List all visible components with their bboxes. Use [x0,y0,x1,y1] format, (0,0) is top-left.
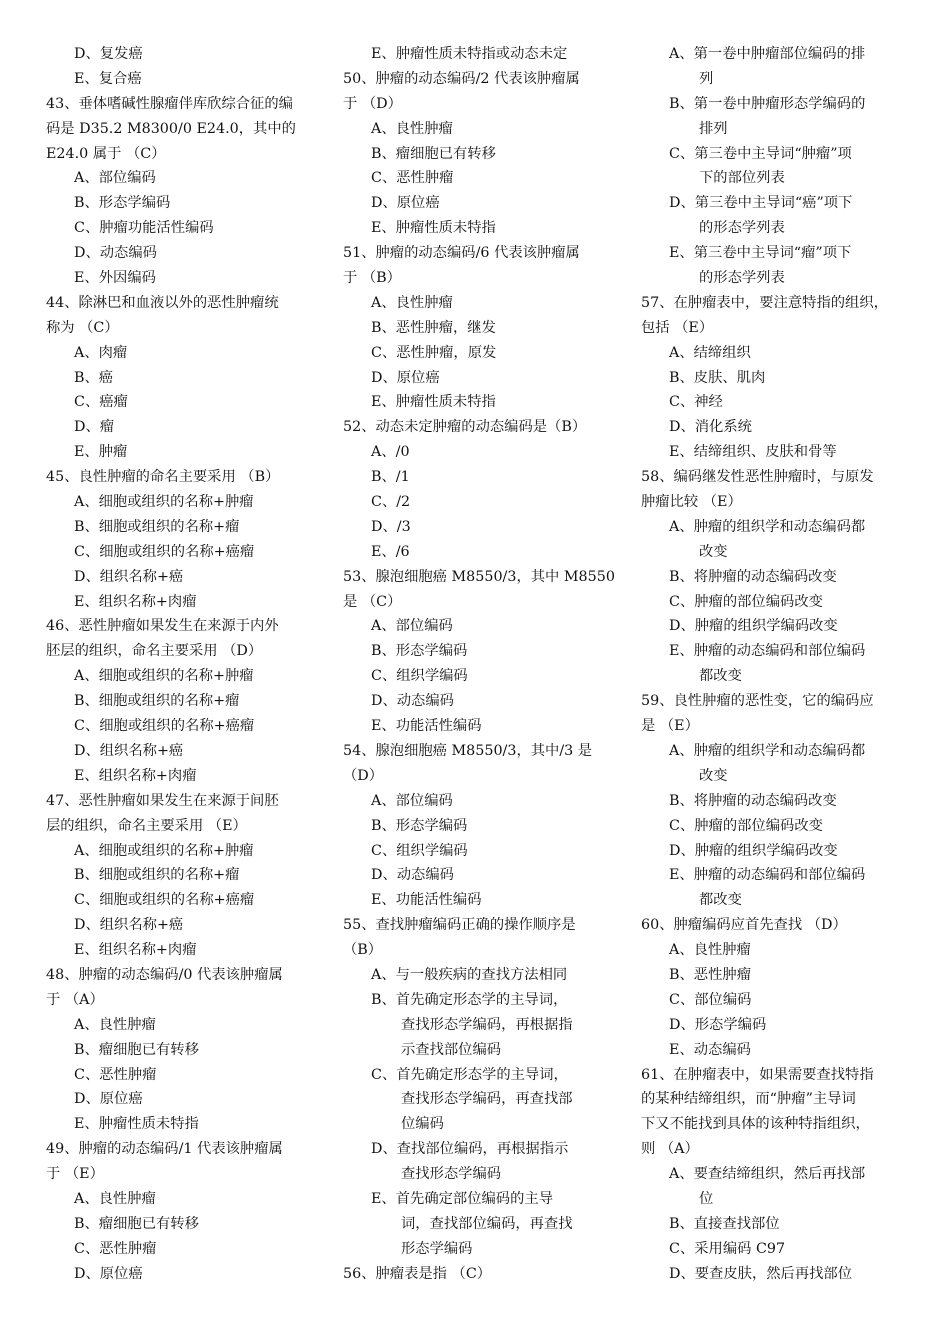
option-line: E、肿瘤 [74,444,128,461]
option-line: A、良性肿瘤 [74,1016,156,1033]
option-line: D、瘤 [74,419,115,436]
question-line: 层的组织，命名主要采用 （E） [46,817,247,834]
option-line: D、动态编码 [74,245,157,262]
option-line: B、恶性肿瘤，继发 [371,319,496,336]
option-line: A、良性肿瘤 [371,120,453,137]
question-line: 54、腺泡细胞癌 M8550/3，其中/3 是 [343,742,593,759]
option-line: B、直接查找部位 [669,1215,780,1232]
option-line: B、细胞或组织的名称+瘤 [74,867,240,884]
option-line: D、第三卷中主导词“癌”项下 [669,195,853,212]
option-line: A、部位编码 [371,792,453,809]
option-line: D、肿瘤的组织学编码改变 [669,842,838,859]
option-line: D、肿瘤的组织学编码改变 [669,618,838,635]
option-line: E、复合癌 [74,70,142,87]
option-line: A、部位编码 [74,170,156,187]
option-line: A、/0 [371,444,410,461]
option-line: C、肿瘤功能活性编码 [74,220,214,237]
question-line: （B） [343,942,383,959]
option-line: B、恶性肿瘤 [669,966,751,983]
question-line: 是 （C） [343,593,402,610]
question-line: 包括 （E） [641,319,714,336]
option-line: D、动态编码 [371,693,454,710]
option-line: E、组织名称+肉瘤 [74,942,197,959]
option-line: B、皮肤、肌肉 [669,369,766,386]
option-line: D、要查皮肤，然后再找部位 [669,1265,853,1282]
option-line: E、外因编码 [74,270,156,287]
option-line: E、肿瘤性质未特指 [74,1116,199,1133]
question-line: 51、肿瘤的动态编码/6 代表该肿瘤属 [343,245,580,262]
option-line: A、第一卷中肿瘤部位编码的排 [669,46,866,62]
option-line: C、恶性肿瘤 [371,170,454,187]
question-line: 于 （A） [46,991,104,1008]
option-line: B、首先确定形态学的主导词， [371,991,568,1008]
option-line: D、组织名称+癌 [74,568,184,585]
question-line: 46、恶性肿瘤如果发生在来源于内外 [46,618,279,635]
option-line: E、肿瘤性质未特指或动态未定 [371,46,568,62]
option-line: A、要查结缔组织，然后再找部 [669,1166,866,1183]
option-line: B、瘤细胞已有转移 [371,145,496,162]
option-line: C、细胞或组织的名称+癌瘤 [74,543,255,560]
option-continuation-line: 的形态学列表 [699,220,785,237]
option-line: D、查找部位编码，再根据指示 [371,1141,569,1158]
question-line: 59、良性肿瘤的恶性变，它的编码应 [641,693,874,710]
option-line: D、组织名称+癌 [74,917,184,934]
option-line: C、神经 [669,394,723,411]
question-line: 下又不能找到具体的该种特指组织， [641,1116,870,1133]
option-line: B、形态学编码 [371,817,468,834]
option-line: E、首先确定部位编码的主导 [371,1190,553,1207]
option-line: B、将肿瘤的动态编码改变 [669,792,837,809]
question-line: 则 （A） [641,1141,699,1158]
column-1 [46,42,314,1287]
option-line: A、细胞或组织的名称+肿瘤 [74,668,254,685]
option-line: B、瘤细胞已有转移 [74,1041,199,1058]
option-line: A、肿瘤的组织学和动态编码都 [669,518,866,535]
question-line: 称为 （C） [46,319,119,336]
option-line: B、细胞或组织的名称+瘤 [74,693,240,710]
option-line: B、/1 [371,469,410,486]
option-line: A、良性肿瘤 [74,1190,156,1207]
option-line: D、组织名称+癌 [74,742,184,759]
option-line: D、原位癌 [371,369,440,386]
question-line: E24.0 属于 （C） [46,145,166,162]
option-line: B、将肿瘤的动态编码改变 [669,568,837,585]
option-line: B、癌 [74,369,114,386]
question-line: 57、在肿瘤表中，要注意特指的组织， [641,294,888,311]
option-continuation-line: 都改变 [699,892,742,909]
option-line: E、结缔组织、皮肤和骨等 [669,444,837,461]
question-line: 44、除淋巴和血液以外的恶性肿瘤统 [46,294,279,311]
question-line: 56、肿瘤表是指 （C） [343,1265,492,1282]
option-line: D、动态编码 [371,867,454,884]
question-line: 于 （B） [343,270,401,287]
question-line: （D） [343,767,384,784]
option-continuation-line: 查找形态学编码 [401,1166,502,1183]
option-line: A、结缔组织 [669,344,751,361]
option-continuation-line: 下的部位列表 [699,170,785,187]
question-line: 58、编码继发性恶性肿瘤时，与原发 [641,469,874,486]
option-line: B、形态学编码 [371,643,468,660]
option-continuation-line: 形态学编码 [401,1240,473,1257]
option-line: D、/3 [371,518,411,535]
question-line: 码是 D35.2 M8300/0 E24.0，其中的 [46,120,296,137]
question-line: 于 （D） [343,95,402,112]
question-line: 52、动态未定肿瘤的动态编码是（B） [343,419,587,436]
option-line: C、肿瘤的部位编码改变 [669,817,823,834]
option-continuation-line: 都改变 [699,668,742,685]
option-continuation-line: 列 [699,70,714,87]
question-line: 43、垂体嗜碱性腺瘤伴库欣综合征的编 [46,95,293,112]
question-line: 胚层的组织，命名主要采用 （D） [46,643,263,660]
option-line: E、肿瘤的动态编码和部位编码 [669,867,866,884]
option-line: E、功能活性编码 [371,718,482,735]
option-continuation-line: 位 [699,1190,714,1207]
option-line: C、恶性肿瘤 [74,1240,157,1257]
question-line: 45、良性肿瘤的命名主要采用 （B） [46,469,280,486]
option-continuation-line: 查找形态学编码，再根据指 [401,1016,573,1033]
option-line: C、细胞或组织的名称+癌瘤 [74,718,255,735]
option-line: A、部位编码 [371,618,453,635]
question-line: 49、肿瘤的动态编码/1 代表该肿瘤属 [46,1141,283,1158]
option-line: A、良性肿瘤 [669,942,751,959]
option-line: E、第三卷中主导词“瘤”项下 [669,245,852,262]
option-line: A、细胞或组织的名称+肿瘤 [74,842,254,859]
question-line: 47、恶性肿瘤如果发生在来源于间胚 [46,792,279,809]
question-line: 于 （E） [46,1166,104,1183]
option-line: A、细胞或组织的名称+肿瘤 [74,494,254,511]
option-line: D、复发癌 [74,46,143,62]
option-line: C、/2 [371,494,411,511]
question-line: 是 （E） [641,718,699,735]
option-line: E、肿瘤的动态编码和部位编码 [669,643,866,660]
option-line: B、形态学编码 [74,195,171,212]
option-continuation-line: 查找形态学编码，再查找部 [401,1091,573,1108]
option-continuation-line: 的形态学列表 [699,270,785,287]
column-2 [343,42,615,1287]
option-line: C、组织学编码 [371,668,468,685]
option-line: A、与一般疾病的查找方法相同 [371,966,568,983]
option-line: C、组织学编码 [371,842,468,859]
option-line: E、/6 [371,543,410,560]
option-continuation-line: 改变 [699,767,728,784]
option-line: C、部位编码 [669,991,752,1008]
option-line: C、细胞或组织的名称+癌瘤 [74,892,255,909]
option-line: A、良性肿瘤 [371,294,453,311]
option-line: D、原位癌 [74,1265,143,1282]
option-line: C、采用编码 C97 [669,1240,786,1257]
option-continuation-line: 词，查找部位编码，再查找 [401,1215,573,1232]
option-continuation-line: 改变 [699,543,728,560]
option-line: E、肿瘤性质未特指 [371,220,496,237]
option-line: B、第一卷中肿瘤形态学编码的 [669,95,866,112]
question-line: 肿瘤比较 （E） [641,494,742,511]
option-line: E、组织名称+肉瘤 [74,767,197,784]
option-line: E、组织名称+肉瘤 [74,593,197,610]
question-line: 53、腺泡细胞癌 M8550/3，其中 M8550 [343,568,615,585]
question-line: 48、肿瘤的动态编码/0 代表该肿瘤属 [46,966,283,983]
question-line: 50、肿瘤的动态编码/2 代表该肿瘤属 [343,70,580,87]
option-line: C、肿瘤的部位编码改变 [669,593,823,610]
option-continuation-line: 排列 [699,120,728,137]
question-line: 60、肿瘤编码应首先查找 （D） [641,917,847,934]
option-line: C、恶性肿瘤，原发 [371,344,497,361]
option-line: A、肉瘤 [74,344,128,361]
option-line: E、肿瘤性质未特指 [371,394,496,411]
option-line: C、恶性肿瘤 [74,1066,157,1083]
option-line: E、功能活性编码 [371,892,482,909]
option-line: D、原位癌 [74,1091,143,1108]
option-continuation-line: 位编码 [401,1116,444,1133]
option-line: E、动态编码 [669,1041,751,1058]
option-line: D、原位癌 [371,195,440,212]
question-line: 61、在肿瘤表中，如果需要查找特指 [641,1066,874,1083]
option-line: B、细胞或组织的名称+瘤 [74,518,240,535]
question-line: 55、查找肿瘤编码正确的操作顺序是 [343,917,576,934]
option-line: B、瘤细胞已有转移 [74,1215,199,1232]
option-line: A、肿瘤的组织学和动态编码都 [669,742,866,759]
option-line: D、消化系统 [669,419,752,436]
column-3 [641,42,909,1287]
option-line: C、癌瘤 [74,394,128,411]
option-line: C、第三卷中主导词“肿瘤”项 [669,145,852,162]
option-line: D、形态学编码 [669,1016,767,1033]
option-line: C、首先确定形态学的主导词， [371,1066,568,1083]
question-line: 的某种结缔组织，而“肿瘤”主导词 [641,1091,856,1108]
option-continuation-line: 示查找部位编码 [401,1041,502,1058]
